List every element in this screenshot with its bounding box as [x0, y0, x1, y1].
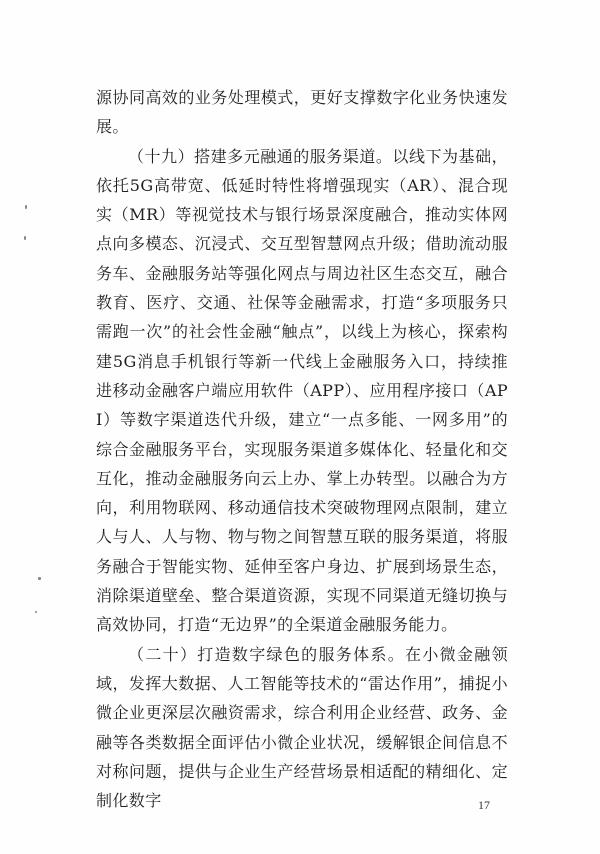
paragraph-item-20: （二十）打造数字绿色的服务体系。在小微金融领域，发挥大数据、人工智能等技术的“雷达作用”，捕捉小微企业更深层次融资需求，综合利用企业经营、政务、金融等各类数据全面评估小微企业状况，缓解银企间信息不对称问题，提供与企业生产经营场景相适配的精细化、定制化数字: [96, 644, 508, 811]
scan-speck: [38, 577, 41, 580]
paragraph-continuation: 源协同高效的业务处理模式，更好支撑数字化业务快速发展。: [96, 88, 508, 137]
body-text: [96, 83, 508, 815]
scan-speck: [24, 236, 26, 240]
page-number: 17: [478, 798, 490, 812]
scan-speck: [25, 205, 27, 209]
scan-speck: [35, 611, 37, 613]
paragraph-item-19: （十九）搭建多元融通的服务渠道。以线下为基础，依托5G高带宽、低延时特性将增强现实（AR）、混合现实（MR）等视觉技术与银行场景深度融合，推动实体网点向多模态、沉浸式、交互型智慧网点升级；借助流动服务车、金融服务站等强化网点与周边社区生态交互，融合教育、医疗、交通、社保等金融需求，打造“多项服务只需跑一次”的社会性金融“触点”，以线上为核心，探索构建5G消息手机银行等新一代线上金融服务入口，持续推进移动金融客户端应用软件（APP）、应用程序接口（API）等数字渠道迭代升级，建立“一点多能、一网多用”的综合金融服务平台，实现服务渠道多媒体化、轻量化和交互化，推动金融服务向云上办、掌上办转型。以融合为方向，利用物联网、移动通信技术突破物理网点限制，建立人与人、人与物、物与物之间智慧互联的服务渠道，将服务融合于智能实物、延伸至客户身边、扩展到场景生态，消除渠道壁垒、整合渠道资源，实现不同渠道无缝切换与高效协同，打造“无边界”的全渠道金融服务能力。: [96, 146, 508, 635]
